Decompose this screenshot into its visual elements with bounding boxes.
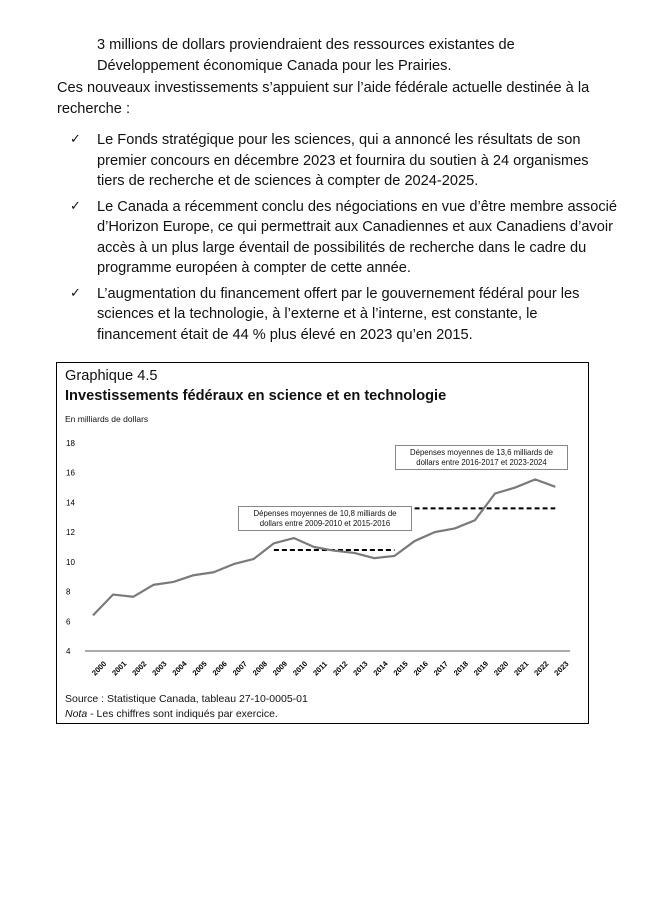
y-tick-label: 14 bbox=[66, 498, 75, 508]
y-tick-label: 16 bbox=[66, 468, 75, 478]
list-item-text: L’augmentation du financement offert par le gouvernement fédéral pour les sciences et la technologie, à l’externe et à l’interne, est constante, le financement était de 44 % plus élevé en 2023 qu’en 2015. bbox=[97, 285, 580, 343]
checkmark-icon: ✓ bbox=[70, 132, 81, 147]
x-tick-label: 2019 bbox=[471, 659, 491, 678]
x-tick-label: 2001 bbox=[110, 659, 129, 678]
chart-figure bbox=[56, 362, 589, 724]
chart-note bbox=[65, 708, 278, 720]
y-tick-label: 18 bbox=[66, 439, 75, 448]
annotation-box-2016-2023: Dépenses moyennes de 13,6 milliards de dollars entre 2016-2017 et 2023-2024 bbox=[395, 445, 568, 470]
x-tick-label: 2018 bbox=[451, 659, 471, 678]
series-line bbox=[93, 479, 555, 615]
chart-number: Graphique 4.5 bbox=[65, 368, 158, 384]
x-tick-label: 2008 bbox=[250, 659, 270, 678]
chart-units-label: En milliards de dollars bbox=[65, 414, 149, 424]
x-tick-label: 2010 bbox=[291, 659, 310, 678]
y-tick-label: 12 bbox=[66, 528, 75, 538]
annotation-box-2009-2015: Dépenses moyennes de 10,8 milliards de dollars entre 2009-2010 et 2015-2016 bbox=[238, 506, 412, 531]
y-tick-label: 4 bbox=[66, 647, 71, 656]
x-tick-label: 2002 bbox=[130, 659, 149, 678]
indented-paragraph: 3 millions de dollars proviendraient des ressources existantes de Développement économique Canada pour les Prairies. bbox=[97, 37, 515, 74]
chart-title: Investissements fédéraux en science et en technologie bbox=[65, 388, 447, 404]
y-tick-label: 10 bbox=[66, 557, 75, 567]
x-tick-label: 2004 bbox=[170, 659, 189, 678]
y-tick-label: 6 bbox=[66, 617, 71, 627]
x-tick-label: 2006 bbox=[210, 659, 229, 678]
note-label: Nota bbox=[65, 708, 88, 720]
x-tick-label: 2007 bbox=[230, 659, 249, 678]
x-tick-label: 2013 bbox=[351, 659, 370, 678]
x-tick-label: 2009 bbox=[270, 659, 290, 678]
intro-paragraph: Ces nouveaux investissements s’appuient sur l’aide fédérale actuelle destinée à la recherche : bbox=[57, 80, 590, 117]
x-tick-label: 2022 bbox=[532, 659, 551, 678]
x-tick-label: 2000 bbox=[90, 659, 109, 678]
list-item bbox=[57, 197, 617, 279]
x-tick-label: 2020 bbox=[492, 659, 511, 678]
x-tick-label: 2012 bbox=[331, 659, 350, 678]
x-tick-label: 2005 bbox=[190, 659, 209, 678]
checkmark-icon: ✓ bbox=[70, 285, 81, 301]
x-tick-label: 2015 bbox=[391, 659, 410, 678]
chart-source: Source : Statistique Canada, tableau 27-10-0005-01 bbox=[65, 693, 308, 705]
list-item bbox=[57, 284, 617, 346]
y-tick-label: 8 bbox=[66, 587, 71, 597]
list-item-text: Le Canada a récemment conclu des négociations en vue d’être membre associé d’Horizon Europe, ce qui permettrait aux Canadiennes et aux Canadiens d’avoir accès à un plus large éventail de possibilités de recherche dans le cadre du programme européen à compter de cette année. bbox=[97, 198, 617, 276]
checkmark-list bbox=[57, 130, 617, 350]
x-tick-label: 2017 bbox=[431, 659, 450, 678]
list-item-text: Le Fonds stratégique pour les sciences, qui a annoncé les résultats de son premier concours en décembre 2023 et fournira du soutien à 24 organismes tiers de recherche et de sciences à compter de 2024-2025. bbox=[97, 132, 589, 189]
x-tick-label: 2021 bbox=[512, 659, 531, 678]
x-tick-label: 2023 bbox=[552, 659, 571, 678]
note-text: - Les chiffres sont indiqués par exercice. bbox=[87, 708, 278, 720]
x-tick-label: 2014 bbox=[371, 659, 390, 678]
x-tick-label: 2011 bbox=[311, 659, 330, 678]
x-tick-label: 2016 bbox=[411, 659, 430, 678]
checkmark-icon: ✓ bbox=[70, 198, 81, 214]
x-tick-label: 2003 bbox=[150, 659, 169, 678]
list-item bbox=[57, 130, 617, 192]
